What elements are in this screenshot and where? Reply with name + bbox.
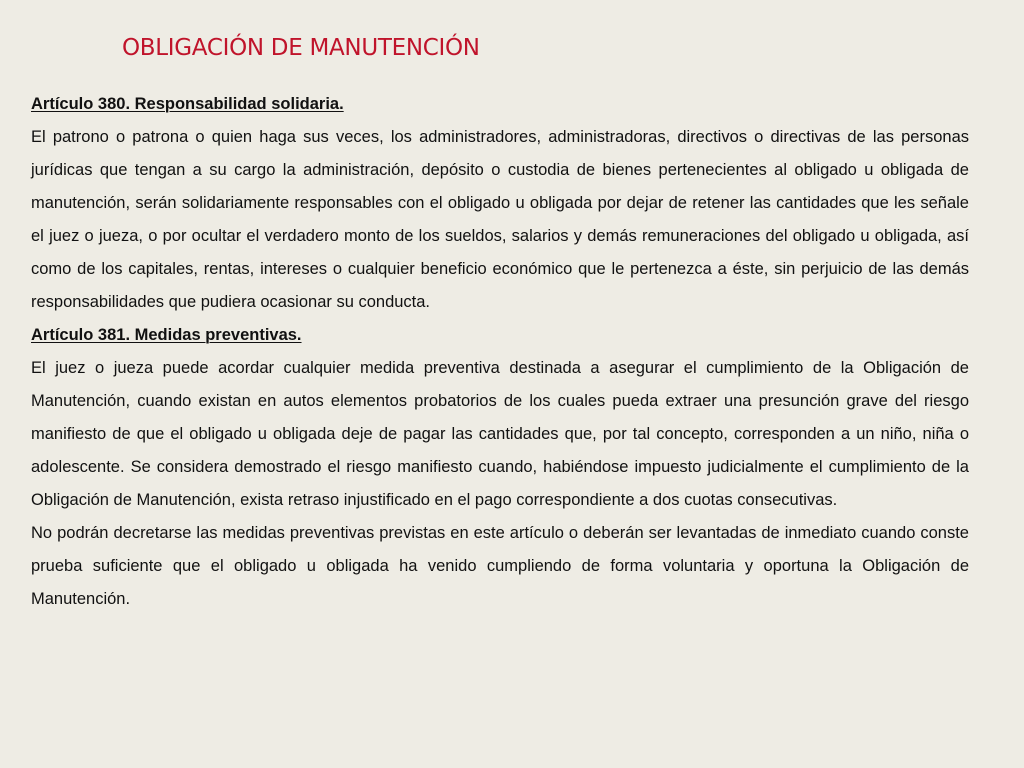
article-381-heading: Artículo 381. Medidas preventivas. [31,326,302,344]
article-380-heading: Artículo 380. Responsabilidad solidaria. [31,95,344,113]
article-381-paragraph-2: No podrán decretarse las medidas preventivas previstas en este artículo o deberán ser levantadas de inmediato cuando conste prueba suficiente que el obligado u obligada ha venido cumpliendo de forma voluntaria y oportuna la Obligación de Manutención. [31,524,969,608]
slide-body [31,88,969,616]
slide-title: OBLIGACIÓN DE MANUTENCIÓN [122,35,480,61]
article-380-paragraph: El patrono o patrona o quien haga sus veces, los administradores, administradoras, directivos o directivas de las personas jurídicas que tengan a su cargo la administración, depósito o custodia de bienes pertenecientes al obligado u obligada de manutención, serán solidariamente responsables con el obligado u obligada por dejar de retener las cantidades que les señale el juez o jueza, o por ocultar el verdadero monto de los sueldos, salarios y demás remuneraciones del obligado u obligada, así como de los capitales, rentas, intereses o cualquier beneficio económico que le pertenezca a éste, sin perjuicio de las demás responsabilidades que pudiera ocasionar su conducta. [31,128,969,311]
article-381-paragraph-1: El juez o jueza puede acordar cualquier medida preventiva destinada a asegurar el cumplimiento de la Obligación de Manutención, cuando existan en autos elementos probatorios de los cuales pueda extraer una presunción grave del riesgo manifiesto de que el obligado u obligada deje de pagar las cantidades que, por tal concepto, corresponden a un niño, niña o adolescente. Se considera demostrado el riesgo manifiesto cuando, habiéndose impuesto judicialmente el cumplimiento de la Obligación de Manutención, exista retraso injustificado en el pago correspondiente a dos cuotas consecutivas. [31,359,969,509]
